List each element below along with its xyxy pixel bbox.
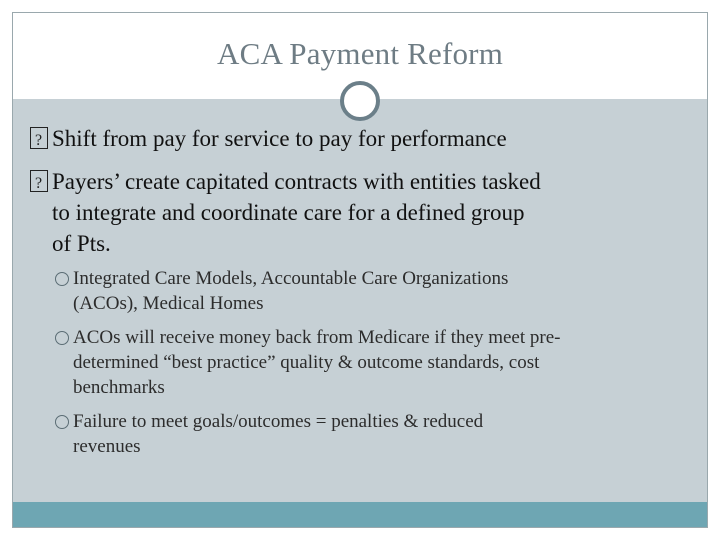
bullet-1-text: Shift from pay for service to pay for performance	[52, 126, 507, 151]
circle-bullet-icon	[55, 415, 69, 429]
sub-bullet-2	[55, 325, 685, 400]
bullet-2	[30, 166, 541, 259]
bullet-2-line-3: of Pts.	[52, 231, 111, 256]
slide-title: ACA Payment Reform	[216, 36, 504, 71]
sub-bullet-3	[55, 409, 685, 459]
sub-bullet-2-line-3: benchmarks	[73, 377, 165, 398]
footer-bar	[13, 502, 707, 527]
circle-bullet-icon	[55, 272, 69, 286]
sub-bullet-1	[55, 266, 685, 316]
bullet-1	[30, 123, 507, 154]
bullet-2-line-1: Payers’ create capitated contracts with entities tasked	[52, 169, 541, 194]
missing-glyph-bullet-icon	[30, 170, 48, 192]
sub-bullet-2-line-1: ACOs will receive money back from Medicare if they meet pre-	[73, 327, 561, 348]
circle-bullet-icon	[55, 331, 69, 345]
sub-bullet-3-line-2: revenues	[73, 436, 141, 457]
circle-ornament-icon	[340, 81, 380, 121]
sub-bullet-2-line-2: determined “best practice” quality & outcome standards, cost	[73, 352, 540, 373]
sub-bullet-1-line-1: Integrated Care Models, Accountable Care Organizations	[73, 268, 509, 289]
sub-bullet-1-line-2: (ACOs), Medical Homes	[73, 293, 264, 314]
missing-glyph-bullet-icon	[30, 127, 48, 149]
sub-bullet-3-line-1: Failure to meet goals/outcomes = penalties & reduced	[73, 411, 484, 432]
bullet-2-line-2: to integrate and coordinate care for a defined group	[52, 200, 525, 225]
